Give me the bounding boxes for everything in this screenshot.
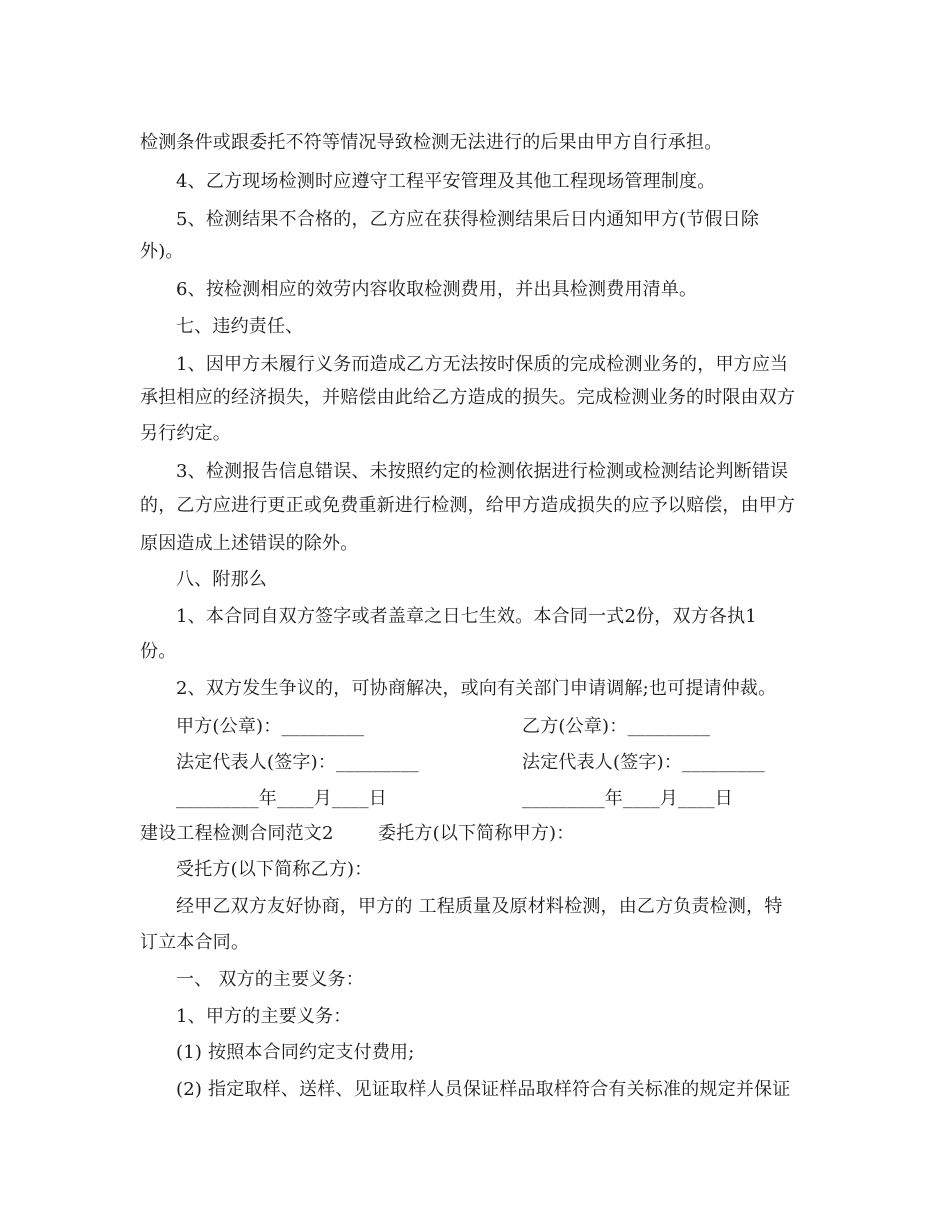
party-a-duties-heading: 1、甲方的主要义务： xyxy=(176,1006,352,1027)
paragraph-line: 订立本合同。 xyxy=(140,932,250,953)
party-a-representative: 法定代表人(签字)：_________ xyxy=(176,752,419,773)
party-a-seal: 甲方(公章)：_________ xyxy=(176,716,365,737)
section-heading-8: 八、附那么 xyxy=(176,569,267,590)
party-b-seal: 乙方(公章)：_________ xyxy=(522,716,711,737)
duty-item-2: (2) 指定取样、送样、见证取样人员保证样品取样符合有关标准的规定并保证 xyxy=(176,1079,791,1100)
contractor-party: 受托方(以下简称乙方)： xyxy=(176,859,373,880)
party-a-date: _________年____月____日 xyxy=(176,788,387,809)
clause-3: 3、检测报告信息错误、未按照约定的检测依据进行检测或检测结论判断错误 xyxy=(176,461,789,482)
clause-1: 1、本合同自双方签字或者盖章之日七生效。本合同一式2份，双方各执1 xyxy=(176,606,757,627)
client-party: 委托方(以下简称甲方)： xyxy=(378,823,575,844)
clause-4: 4、乙方现场检测时应遵守工程平安管理及其他工程现场管理制度。 xyxy=(176,171,716,192)
paragraph-line: 原因造成上述错误的除外。 xyxy=(140,533,359,554)
template-title: 建设工程检测合同范文2 xyxy=(140,823,334,844)
paragraph-line: 份。 xyxy=(140,641,177,662)
clause-5: 5、检测结果不合格的，乙方应在获得检测结果后日内通知甲方(节假日除 xyxy=(176,209,760,230)
paragraph-line: 外)。 xyxy=(140,241,184,262)
paragraph-line: 检测条件或跟委托不符等情况导致检测无法进行的后果由甲方自行承担。 xyxy=(140,132,723,153)
clause-6: 6、按检测相应的效劳内容收取检测费用，并出具检测费用清单。 xyxy=(176,279,698,300)
agreement-intro: 经甲乙双方友好协商，甲方的 工程质量及原材料检测，由乙方负责检测，特 xyxy=(176,896,783,917)
section-heading-1: 一、 双方的主要义务： xyxy=(176,969,364,990)
paragraph-line: 另行约定。 xyxy=(140,423,231,444)
duty-item-1: (1) 按照本合同约定支付费用; xyxy=(176,1042,415,1063)
section-heading-7: 七、违约责任、 xyxy=(176,316,304,337)
party-b-date: _________年____月____日 xyxy=(522,788,733,809)
paragraph-line: 承担相应的经济损失，并赔偿由此给乙方造成的损失。完成检测业务的时限由双方 xyxy=(140,387,796,408)
paragraph-line: 的，乙方应进行更正或免费重新进行检测，给甲方造成损失的应予以赔偿，由甲方 xyxy=(140,495,796,516)
clause-2: 2、双方发生争议的，可协商解决，或向有关部门申请调解;也可提请仲裁。 xyxy=(176,678,777,699)
party-b-representative: 法定代表人(签字)：_________ xyxy=(522,752,765,773)
clause-1: 1、因甲方未履行义务而造成乙方无法按时保质的完成检测业务的，甲方应当 xyxy=(176,354,789,375)
